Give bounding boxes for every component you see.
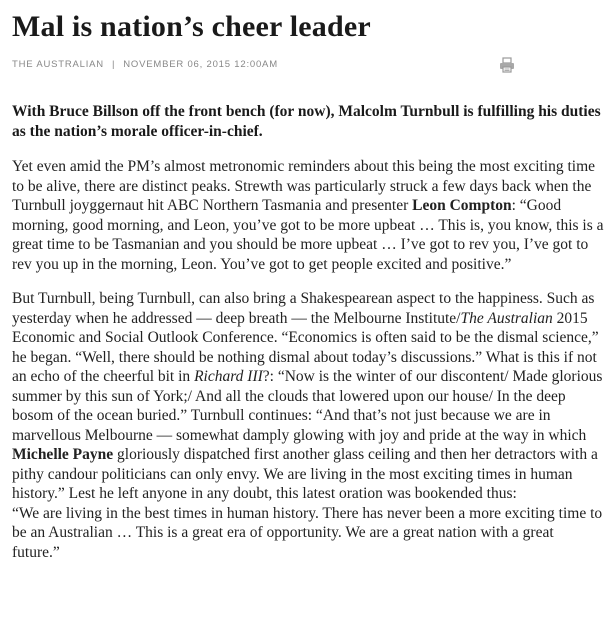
play-title: Richard III <box>194 368 263 385</box>
closing-quote: “We are living in the best times in human history. There has never been a more exciting time to be an Australian … This is a great era of opportunity. We are a great nation with a great future.” <box>12 504 603 561</box>
printer-icon[interactable] <box>498 56 516 74</box>
publication-name: The Australian <box>460 309 553 327</box>
byline-meta <box>12 58 604 72</box>
person-name-michelle-payne: Michelle Payne <box>12 446 114 463</box>
meta-separator: | <box>111 59 116 70</box>
p2-text-1: But Turnbull, being Turnbull, can also bring a Shakespearean aspect to the happiness. Such as yesterday when he addressed — deep breath — the Melbourne Institute/ <box>12 290 595 327</box>
article-lede: With Bruce Billson off the front bench (for now), Malcolm Turnbull is fulfilling his duties as the nation’s morale officer-in-chief. <box>12 103 601 140</box>
p1-text-2: : “Good morning, good morning, and Leon, you’ve got to be more upbeat … This is, you know, this is a great time to be Tasmanian and you should be more upbeat … I’ve got to rev you, I’ve got to rev you up in the morning, Leon. You’ve got to get people excited and positive.” <box>12 197 604 273</box>
source-label: THE AUSTRALIAN <box>12 59 104 70</box>
p2-text-4: gloriously dispatched first another glass ceiling and then her detractors with a pithy candour politicians can only envy. We are living in the most exciting times in human history.” Lest he left anyone in any doubt, this latest oration was bookended thus: <box>12 446 598 502</box>
publish-date: NOVEMBER 06, 2015 12:00AM <box>123 59 278 70</box>
paragraph-2 <box>12 289 604 562</box>
headline: Mal is nation’s cheer leader <box>12 10 371 43</box>
person-name-leon-compton: Leon Compton <box>412 197 512 214</box>
p2-text-3: ?: “Now is the winter of our discontent/ Made glorious summer by this sun of York;/ And all the clouds that lowered upon our house/ In the deep bosom of the ocean buried.” Turnbull continues: “And that’s not just because we are in marvellous Melbourne — somewhat damply glowing with joy and pride at the way in which <box>12 368 603 444</box>
p2-text-2: 2015 Economic and Social Outlook Conference. “Economics is often said to be the dismal science,” he began. “Well, there should be nothing dismal about today’s discussions.” What is this if not an echo of the cheerful bit in <box>12 309 599 385</box>
paragraph-1 <box>12 157 604 274</box>
p1-text-1: Yet even amid the PM’s almost metronomic reminders about this being the most exciting time to be alive, there are distinct peaks. Strewth was particularly struck a few days back when the Turnbull joyggernaut hit ABC Northern Tasmania and presenter <box>12 158 596 214</box>
